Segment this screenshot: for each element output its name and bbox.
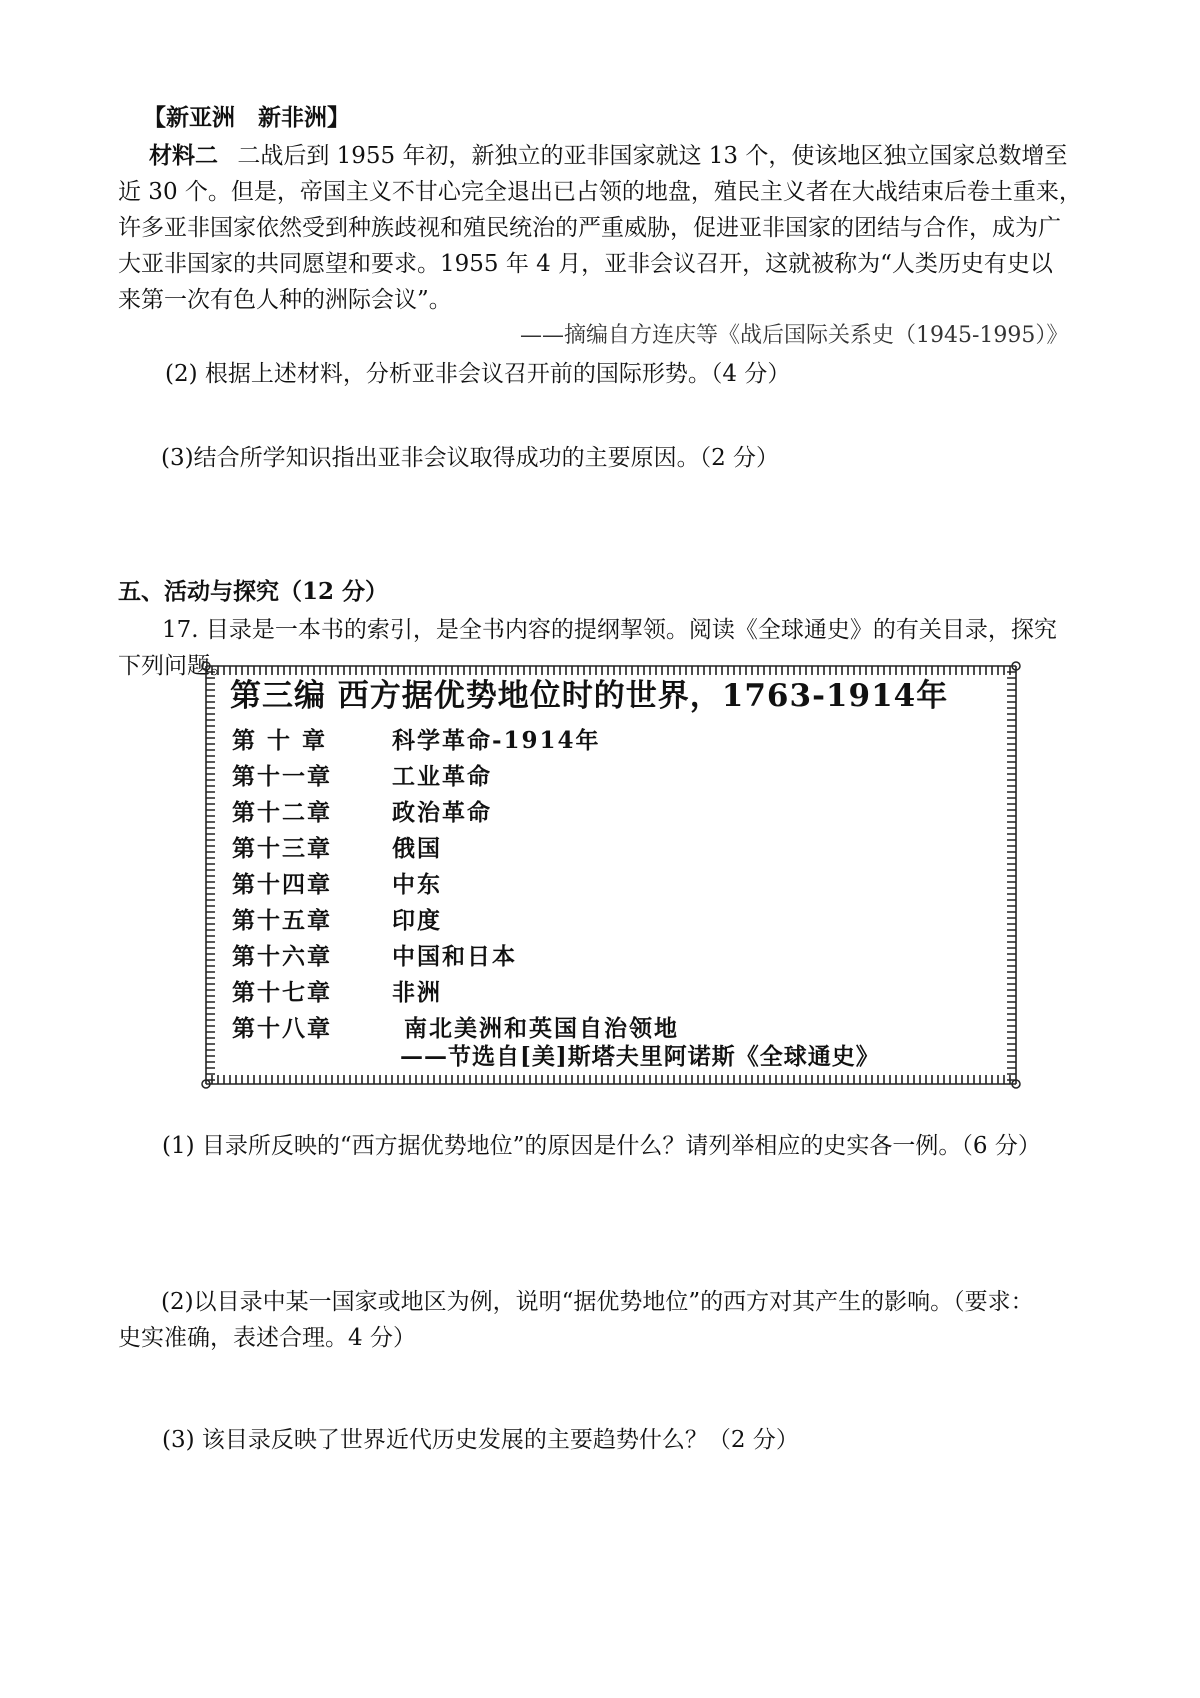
toc-chapter-name: 南北美洲和英国自治领地 [404, 1015, 679, 1042]
toc-chapter: 第十七章 [232, 979, 332, 1006]
toc-row [232, 722, 601, 755]
toc-source: ——节选自[美]斯塔夫里阿诺斯《全球通史》 [400, 1043, 880, 1070]
toc-chapter: 第十三章 [232, 835, 332, 862]
question-17-intro-line-2: 下列问题。 [118, 653, 233, 679]
toc-row [232, 794, 492, 827]
material2-line-2: 近 30 个。但是，帝国主义不甘心完全退出已占领的地盘，殖民主义者在大战结束后卷土重来， [118, 179, 1082, 205]
toc-chapter-name: 中东 [392, 871, 442, 898]
toc-chapter: 第十八章 [232, 1015, 332, 1042]
toc-chapter-name: 科学革命-1914年 [392, 727, 601, 754]
toc-figure [196, 656, 1026, 1094]
toc-chapter-name: 中国和日本 [392, 943, 517, 970]
toc-row [232, 902, 442, 935]
material2-line-3: 许多亚非国家依然受到种族歧视和殖民统治的严重威胁，促进亚非国家的团结与合作，成为广 [118, 215, 1061, 241]
question-17-2-line-1: (2)以目录中某一国家或地区为例，说明“据优势地位”的西方对其产生的影响。（要求： [161, 1289, 1034, 1315]
material2-text-1: 二战后到 1955 年初，新独立的亚非国家就这 13 个，使该地区独立国家总数增至 [237, 143, 1068, 169]
toc-chapter-name: 非洲 [392, 979, 442, 1006]
toc-chapter-name: 工业革命 [392, 763, 492, 790]
question-17-3: (3) 该目录反映了世界近代历史发展的主要趋势什么？（2 分） [162, 1427, 799, 1453]
toc-row [232, 758, 492, 791]
material2-line-1 [149, 138, 1067, 174]
question-16-2: (2) 根据上述材料，分析亚非会议召开前的国际形势。（4 分） [165, 361, 791, 387]
toc-row [232, 938, 517, 971]
material2-line-4: 大亚非国家的共同愿望和要求。1955 年 4 月，亚非会议召开，这就被称为“人类历史有史以 [118, 251, 1053, 277]
section-heading-asia-africa: 【新亚洲 新非洲】 [143, 105, 350, 131]
question-17-intro-line-1: 17. 目录是一本书的索引，是全书内容的提纲挈领。阅读《全球通史》的有关目录，探究 [162, 617, 1057, 643]
toc-chapter: 第十四章 [232, 871, 332, 898]
toc-chapter: 第十六章 [232, 943, 332, 970]
question-16-3: (3)结合所学知识指出亚非会议取得成功的主要原因。（2 分） [161, 445, 780, 471]
section-5-heading: 五、活动与探究（12 分） [118, 578, 389, 605]
toc-chapter: 第十一章 [232, 763, 332, 790]
toc-row [232, 866, 442, 899]
toc-chapter: 第十二章 [232, 799, 332, 826]
toc-title: 第三编 西方据优势地位时的世界，1763-1914年 [230, 678, 949, 714]
toc-chapter-name: 俄国 [392, 835, 442, 862]
material2-source: ——摘编自方连庆等《战后国际关系史（1945-1995）》 [520, 323, 1069, 348]
toc-chapter-name: 政治革命 [392, 799, 492, 826]
material2-label: 材料二 [149, 143, 218, 169]
toc-chapter-name: 印度 [392, 907, 442, 934]
question-17-2-line-2: 史实准确，表述合理。4 分） [118, 1325, 416, 1351]
toc-row [232, 830, 442, 863]
material2-line-5: 来第一次有色人种的洲际会议”。 [118, 287, 452, 313]
toc-row [232, 974, 442, 1007]
question-17-1: (1) 目录所反映的“西方据优势地位”的原因是什么？请列举相应的史实各一例。（6 分） [162, 1133, 1041, 1159]
toc-chapter: 第十五章 [232, 907, 332, 934]
toc-chapter: 第 十 章 [232, 727, 328, 754]
